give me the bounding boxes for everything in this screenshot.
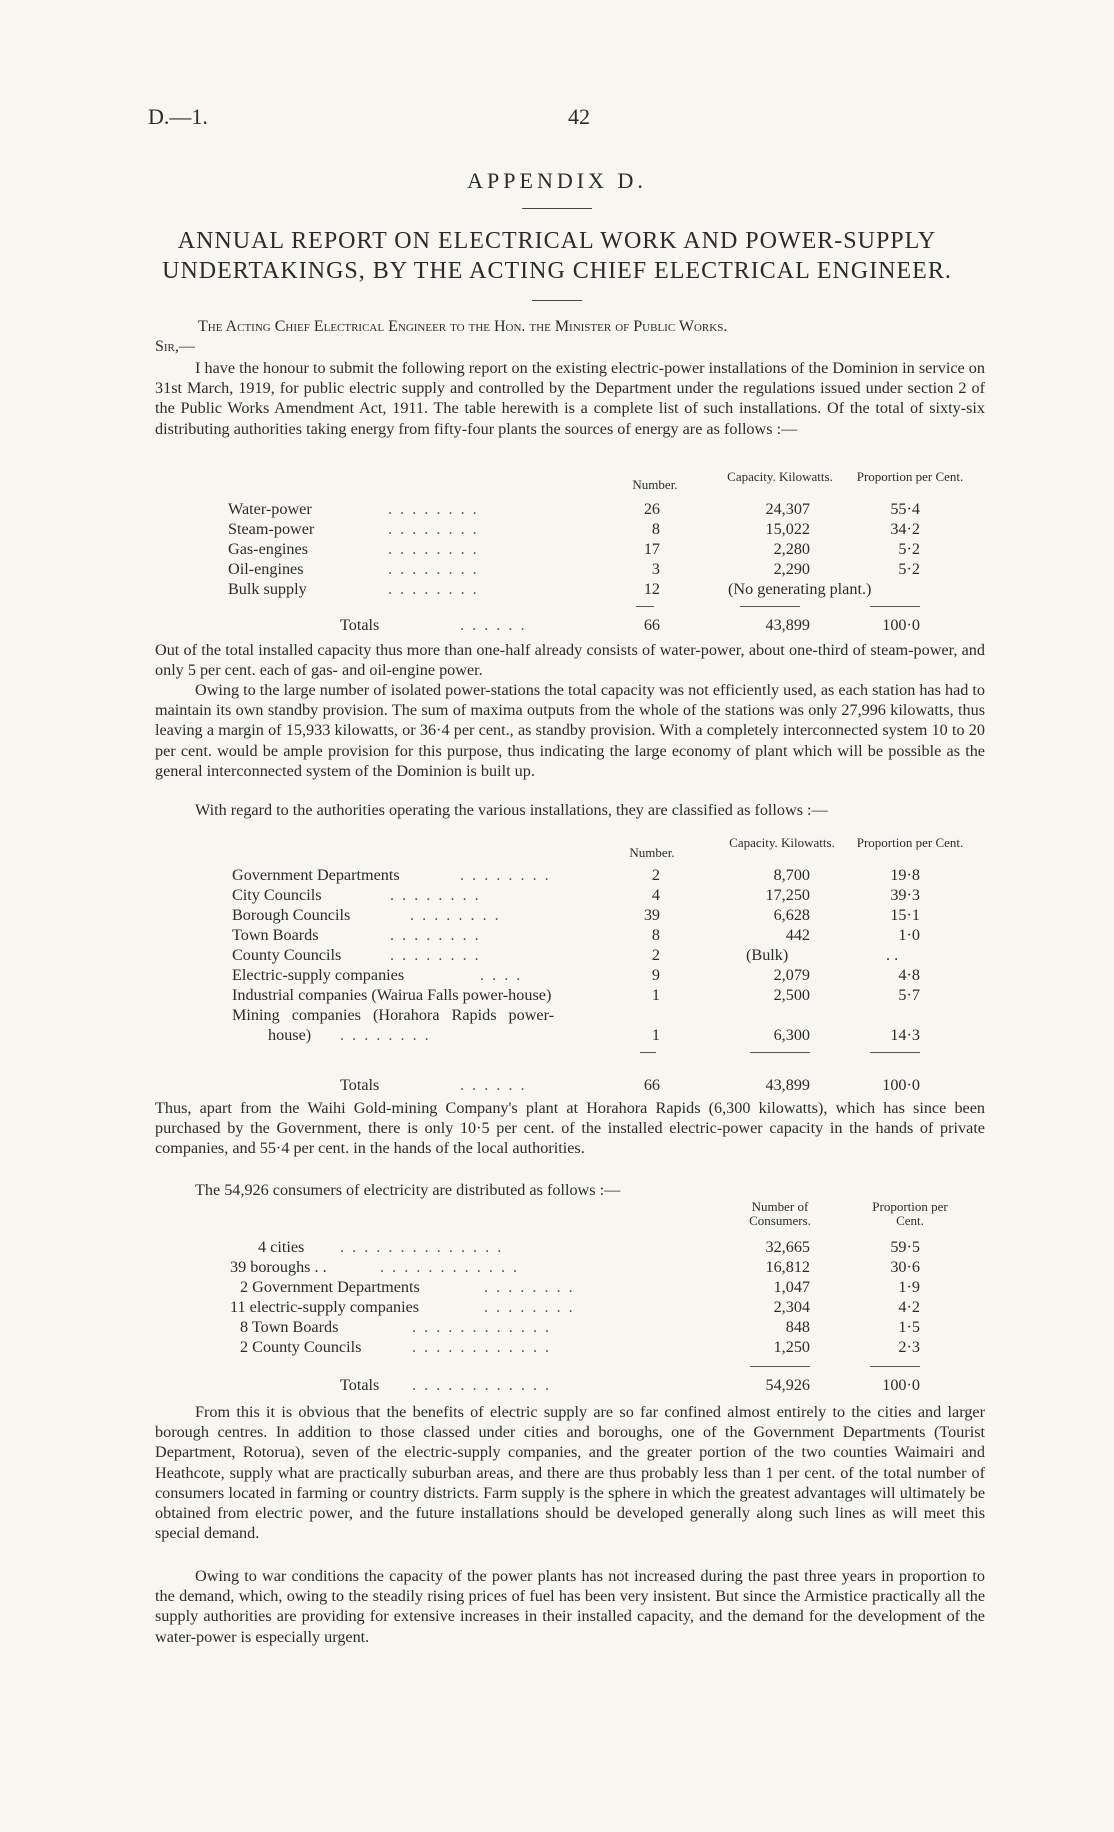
leader-dots: . . . . . . . . (484, 1298, 575, 1316)
table-cell: 6,300 (773, 1026, 810, 1044)
table-cell: 66 (643, 1076, 660, 1094)
table-cell: 17 (643, 540, 660, 558)
table-cell: Mining companies (Horahora Rapids power- (232, 1006, 555, 1024)
table-cell: 100·0 (882, 1376, 920, 1394)
table-cell: County Councils (232, 946, 342, 964)
table-cell: 6,628 (773, 906, 810, 924)
table-cell: 100·0 (882, 1076, 920, 1094)
table-cell: 43,899 (765, 1076, 810, 1094)
table-cell: (Bulk) (746, 946, 789, 964)
table-cell: 2 Government Departments (240, 1278, 420, 1296)
leader-dots: . . . . . . . . (484, 1278, 575, 1296)
totals-label: Totals (340, 1076, 380, 1094)
table-cell: 55·4 (890, 500, 920, 518)
column-header-capacity: Capacity. Kilowatts. (729, 835, 835, 850)
leader-dots: . . . . . . . . (410, 906, 501, 924)
salutation: Sir,— (155, 338, 195, 355)
column-header-consumers: Number of Consumers. (749, 1199, 811, 1228)
table-cell: 26 (643, 500, 660, 518)
table-cell: 8 (651, 926, 660, 944)
table-cell: 39 (643, 906, 660, 924)
table-cell: 2 County Councils (240, 1338, 362, 1356)
table-cell: 2,290 (773, 560, 810, 578)
table-cell: Borough Councils (232, 906, 351, 924)
column-header-number: Number. (632, 477, 678, 492)
divider (532, 300, 582, 301)
paragraph-1: I have the honour to submit the following report on the existing electric-power installations of the Dominion in service on 31st March, 1919, for public electric supply and controlled by the Department under the regulations issued under section 2 of the Public Works Amendment Act, 1911. The table herewith is a complete list of such installations. Of the total of sixty-six distributing authorities taking energy from fifty-four plants the sources of energy are as follows :— (155, 359, 985, 438)
total-rule (750, 1366, 810, 1367)
table-cell: 16,812 (765, 1258, 810, 1276)
table-cell: 2 (651, 866, 660, 884)
table-cell: 100·0 (882, 616, 920, 634)
paragraph-2: Out of the total installed capacity thus more than one-half already consists of water-power, about one-third of steam-power, and only 5 per cent. each of gas- and oil-engine power. (155, 641, 985, 680)
table-cell: 66 (643, 616, 660, 634)
paragraph-7: From this it is obvious that the benefits of electric supply are so far confined almost entirely to the cities and larger borough centres. In addition to those classed under cities and boroughs, one of the Government Departments (Tourist Department, Rotorua), seven of the electric-supply companies, and the greater portion of the two counties Waimairi and Heathcote, supply what are practically suburban areas, and there are thus probably less than 1 per cent. of the total number of consumers located in farming or country districts. Farm supply is the sphere in which the greatest advantages will ultimately be obtained from electric power, and the future installations should be developed generally along such lines as will meet this special demand. (155, 1403, 985, 1543)
table-cell: 5·2 (898, 540, 920, 558)
table-cell: 8 (651, 520, 660, 538)
table-cell: 442 (785, 926, 810, 944)
leader-dots: . . . . . . . . . . . . (412, 1338, 552, 1356)
table-cell: 1·9 (898, 1278, 920, 1296)
table-cell: 1,250 (773, 1338, 810, 1356)
table-cell: 1·0 (898, 926, 920, 944)
table-cell: City Councils (232, 886, 322, 904)
paragraph-8: Owing to war conditions the capacity of the power plants has not increased during the past three years in proportion to the demand, which, owing to the steadily rising prices of fuel has been very insistent. But since the Armistice practically all the supply authorities are providing for extensive increases in their installed capacity, and the demand for the development of the water-power is especially urgent. (155, 1567, 985, 1646)
total-rule (870, 606, 920, 607)
table-cell: 54,926 (765, 1376, 810, 1394)
leader-dots: . . . . . . (460, 1076, 527, 1094)
table-cell: Industrial companies (Wairua Falls power-house) (232, 986, 552, 1004)
table-cell: 59·5 (890, 1238, 920, 1256)
column-header-proportion: Proportion per Cent. (856, 835, 964, 850)
table-cell: 24,307 (765, 500, 810, 518)
table-cell: 2,304 (773, 1298, 810, 1316)
leader-dots: . . . . . . . . . . . . (412, 1318, 552, 1336)
leader-dots: . . . . . . . . . . . . (380, 1258, 520, 1276)
table-cell: (No generating plant.) (728, 580, 872, 598)
leader-dots: . . . . . . . . (390, 926, 481, 944)
total-rule (750, 1052, 810, 1053)
table-cell: 4 (651, 886, 660, 904)
table-cell: 34·2 (890, 520, 920, 538)
report-title-line-2: UNDERTAKINGS, BY THE ACTING CHIEF ELECTRICAL ENGINEER. (162, 258, 952, 284)
table-cell: Town Boards (232, 926, 319, 944)
leader-dots: . . . . . . . . (340, 1026, 431, 1044)
paragraph-4: With regard to the authorities operating the various installations, they are classified as follows :— (195, 801, 828, 819)
table-cell: house) (268, 1026, 312, 1044)
table-cell: 17,250 (765, 886, 810, 904)
table-cell: 3 (651, 560, 660, 578)
address-line: The Acting Chief Electrical Engineer to the Hon. the Minister of Public Works. (198, 318, 728, 335)
table-cell: 2,079 (773, 966, 810, 984)
table-cell: 14·3 (890, 1026, 920, 1044)
table-cell: 1·5 (898, 1318, 920, 1336)
paragraph-5: Thus, apart from the Waihi Gold-mining Company's plant at Horahora Rapids (6,300 kilowatts), which has since been purchased by the Government, there is only 10·5 per cent. of the installed electric-power capacity in the hands of private companies, and 55·4 per cent. in the hands of the local authorities. (155, 1099, 985, 1158)
table-cell: 39·3 (890, 886, 920, 904)
divider (522, 208, 592, 209)
table-cell: 8 Town Boards (240, 1318, 339, 1336)
document-page: D.—1. 42 APPENDIX D. ANNUAL REPORT ON ELECTRICAL WORK AND POWER-SUPPLY UNDERTAKINGS, BY THE ACTING CHIEF ELECTRICAL ENGINEER. The Acting Chief Electrical Engineer to the Hon. the Minister of Public Works. Sir,— I have the honour to submit the following report on the existing electric-power installations of the Dominion in service on 31st March, 1919, for public electric supply and controlled by the Department under the regulations issued under section 2 of the Public Works Amendment Act, 1911. The table herewith is a complete list of such installations. Of the total of sixty-six distributing authorities taking energy from fifty-four plants the sources of energy are as follows :— Number. Capacity. Kilowatts. Proportion per Cent. Water-power . . . . . . . . 26 24,307 55·4 Steam-power . . . . . . . . 8 15,022 34·2 Gas-engines . . . . . . . . 17 2,280 5·2 Oil-engines . . . . . . . . 3 2,290 5·2 Bulk supply . . . . . . . . 12 (No generating plant.) Totals . . . . . . 66 43,899 100·0 Out of the total installed capacity thus more than one-half already consists of water-power, about one-third of steam-power, and only 5 per cent. each of gas- and oil-engine power. Owing to the large number of isolated power-stations the total capacity was not efficiently used, as each station has had to maintain its own standby provision. The sum of maxima outputs from the whole of the stations was only 27,996 kilowatts, thus leaving a margin of 15,933 kilowatts, or 36·4 per cent., as standby provision. With a completely interconnected system 10 to 20 per cent. would be ample provision for this purpose, thus indicating the large economy of plant which will be possible as the general interconnected system of the Dominion is built up. With regard to the authorities operating the various installations, they are classified as follows :— Number. Capacity. Kilowatts. Proportion per Cent. Government Departments . . . . . . . . 2 8,700 19·8 City Councils . . . . . . . . 4 17,250 39·3 Borough Councils . . . . . . . . 39 6,628 15·1 Town Boards . . . . . . . . 8 442 1·0 County Councils . . . . . . . . 2 (Bulk) . . Electric-supply companies . . . . 9 2,079 4·8 Industrial companies (Wairua Falls power-house) 1 2,500 5·7 Mining companies (Horahora Rapids power- house) . . . . . . . . 1 6,300 14·3 Totals . . . . . . 66 43,899 100·0 Thus, apart from the Waihi Gold-mining Company's plant at Horahora Rapids (6,300 kilowatts), which has since been purchased by the Government, there is only 10·5 per cent. of the installed electric-power capacity in the hands of private companies, and 55·4 per cent. in the hands of the local authorities. The 54,926 consumers of electricity are distributed as follows :— Number of Consumers. Proportion per Cent. 4 cities . . . . . . . . . . . . . . 32,665 59·5 39 boroughs . . . . . . . . . . . . . . 16,812 30·6 2 Government Departments . . . . . . . . 1,047 1·9 11 electric-supply companies . . . . . . . . 2,304 4·2 8 Town Boards . . . . . . . . . . . . 848 1·5 2 County Councils . . . . . . . . . . . . 1,250 2·3 Totals . . . . . . . . . . . . 54,926 100·0 From this it is obvious that the benefits of electric supply are so far confined almost entirely to the cities and larger borough centres. In addition to those classed under cities and boroughs, one of the Government Departments (Tourist Department, Rotorua), seven of the electric-supply companies, and the greater portion of the two counties Waimairi and Heathcote, supply what are practically suburban areas, and there are thus probably less than 1 per cent. of the total number of consumers located in farming or country districts. Farm supply is the sphere in which the greatest advantages will ultimately be obtained from electric power, and the future installations should be developed generally along such lines as will meet this special demand. Owing to war conditions the capacity of the power plants has not increased during the past three years in proportion to the demand, which, owing to the steadily rising prices of fuel has been very insistent. But since the Armistice practically all the supply authorities are providing for extensive increases in their installed capacity, and the demand for the development of the water-power is especially urgent. (0, 0, 1114, 1832)
table-cell: 15,022 (765, 520, 810, 538)
page-number: 42 (568, 104, 590, 129)
total-rule (640, 1052, 656, 1053)
table-cell: 4·2 (898, 1298, 920, 1316)
leader-dots: . . . . . . . . (390, 946, 481, 964)
table-cell: 1 (651, 1026, 660, 1044)
table-cell: 2·3 (898, 1338, 920, 1356)
leader-dots: . . . . . . . . . . . . (412, 1376, 552, 1394)
table-cell: 848 (785, 1318, 810, 1336)
column-header-proportion: Proportion per Cent. (856, 469, 964, 484)
total-rule (870, 1366, 920, 1367)
total-rule (870, 1052, 920, 1053)
table-cell: Government Departments (232, 866, 400, 884)
table-cell: 2,280 (773, 540, 810, 558)
table-cell: 8,700 (773, 866, 810, 884)
column-header-capacity: Capacity. Kilowatts. (727, 469, 833, 484)
document-code: D.—1. (148, 104, 208, 129)
leader-dots: . . . . . . . . . . . . . . (340, 1238, 504, 1256)
totals-label: Totals (340, 1376, 380, 1394)
leader-dots: . . . . . . . . (390, 886, 481, 904)
table-cell: 11 electric-supply companies (230, 1298, 420, 1316)
paragraph-3: Owing to the large number of isolated power-stations the total capacity was not efficiently used, as each station has had to maintain its own standby provision. The sum of maxima outputs from the whole of the stations was only 27,996 kilowatts, thus leaving a margin of 15,933 kilowatts, or 36·4 per cent., as standby provision. With a completely interconnected system 10 to 20 per cent. would be ample provision for this purpose, thus indicating the large economy of plant which will be possible as the general interconnected system of the Dominion is built up. (155, 681, 985, 780)
total-rule (740, 606, 800, 607)
leader-dots: . . . . (480, 966, 523, 984)
table-cell: 9 (651, 966, 660, 984)
table-cell: 1,047 (773, 1278, 810, 1296)
table-cell: 15·1 (890, 906, 920, 924)
table-cell: 39 boroughs . . (230, 1258, 327, 1276)
total-rule (636, 606, 654, 607)
leader-dots: . . . . . . . . (460, 866, 551, 884)
table-cell: 5·7 (898, 986, 920, 1004)
table-cell: 4 cities (258, 1238, 305, 1256)
report-title-line-1: ANNUAL REPORT ON ELECTRICAL WORK AND POWER-SUPPLY (177, 228, 937, 254)
appendix-heading: APPENDIX D. (467, 168, 647, 193)
table-cell: 2,500 (773, 986, 810, 1004)
table-cell: . . (886, 946, 899, 964)
table-cell: 5·2 (898, 560, 920, 578)
table-cell: 30·6 (890, 1258, 920, 1276)
table-cell: 2 (651, 946, 660, 964)
table-cell: Electric-supply companies (232, 966, 405, 984)
table-cell: 43,899 (765, 616, 810, 634)
table-cell: 32,665 (765, 1238, 810, 1256)
paragraph-6: The 54,926 consumers of electricity are distributed as follows :— (195, 1181, 621, 1199)
column-header-number: Number. (629, 845, 675, 860)
table-cell: 12 (643, 580, 660, 598)
table-cell: 1 (651, 986, 660, 1004)
table-cell: 19·8 (890, 866, 920, 884)
column-header-proportion: Proportion per Cent. (872, 1199, 948, 1228)
table-cell: 4·8 (898, 966, 920, 984)
